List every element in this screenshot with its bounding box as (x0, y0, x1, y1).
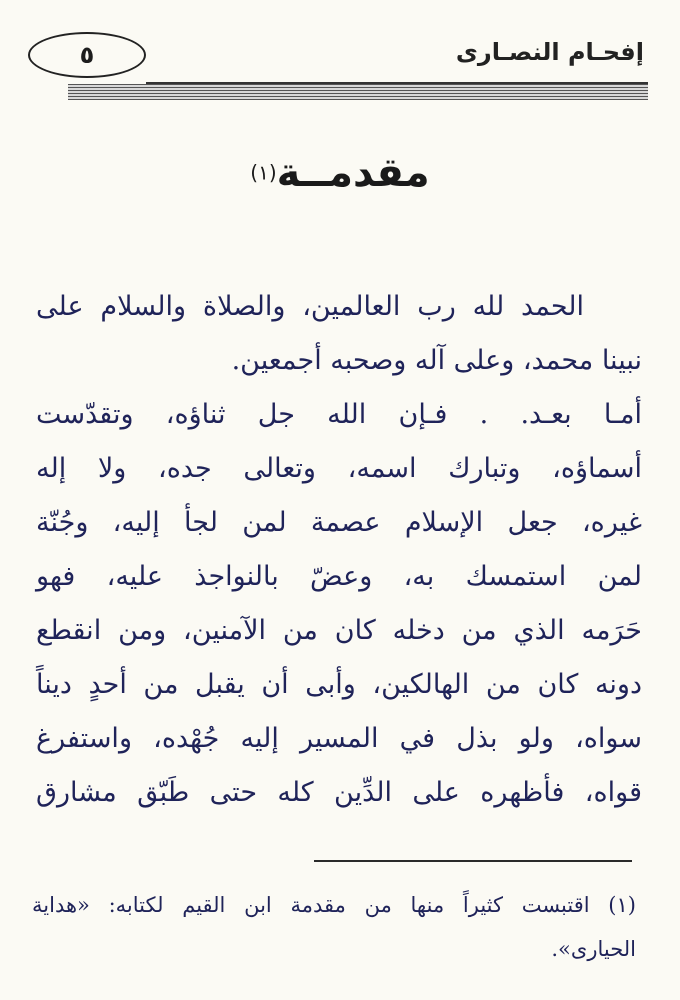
body-line: الحمد لله رب العالمين، والصلاة والسلام على (36, 291, 584, 322)
body-line: أسماؤه، وتبارك اسمه، وتعالى جده، ولا إله (36, 453, 642, 484)
body-line: دونه كان من الهالكين، وأبى أن يقبل من أحدٍ ديناً (36, 669, 642, 700)
section-heading (0, 150, 680, 196)
body-line: غيره، جعل الإسلام عصمة لمن لجأ إليه، وجُنّة (36, 507, 642, 538)
header-rule-band (68, 84, 648, 100)
running-title: إفحـام النصـارى (455, 38, 644, 66)
page-number: ٥ (28, 32, 146, 78)
heading-title: مقدمــة (276, 150, 430, 196)
footnote-line: (١) اقتبست كثيراً منها من مقدمة ابن القيم لكتابه: «هداية (32, 893, 636, 917)
body-paragraphs (36, 280, 642, 820)
body-line: قواه، فأظهره على الدِّين كله حتى طَبّق مشارق (36, 777, 642, 808)
footnote-line: الحيارى». (551, 937, 636, 961)
page-header (28, 24, 648, 104)
body-line: نبينا محمد، وعلى آله وصحبه أجمعين. (231, 345, 642, 376)
heading-footnote-marker: (١) (250, 160, 277, 185)
body-line: أمـا بعـد. . فـإن الله جل ثناؤه، وتقدّست (36, 399, 642, 430)
body-line: حَرَمه الذي من دخله كان من الآمنين، ومن انقطع (36, 615, 642, 646)
body-line: لمن استمسك به، وعضّ بالنواجذ عليه، فهو (36, 561, 642, 592)
footnote-separator (314, 860, 632, 862)
footnote (32, 883, 636, 971)
body-line: سواه، ولو بذل في المسير إليه جُهْده، واستفرغ (36, 723, 642, 754)
